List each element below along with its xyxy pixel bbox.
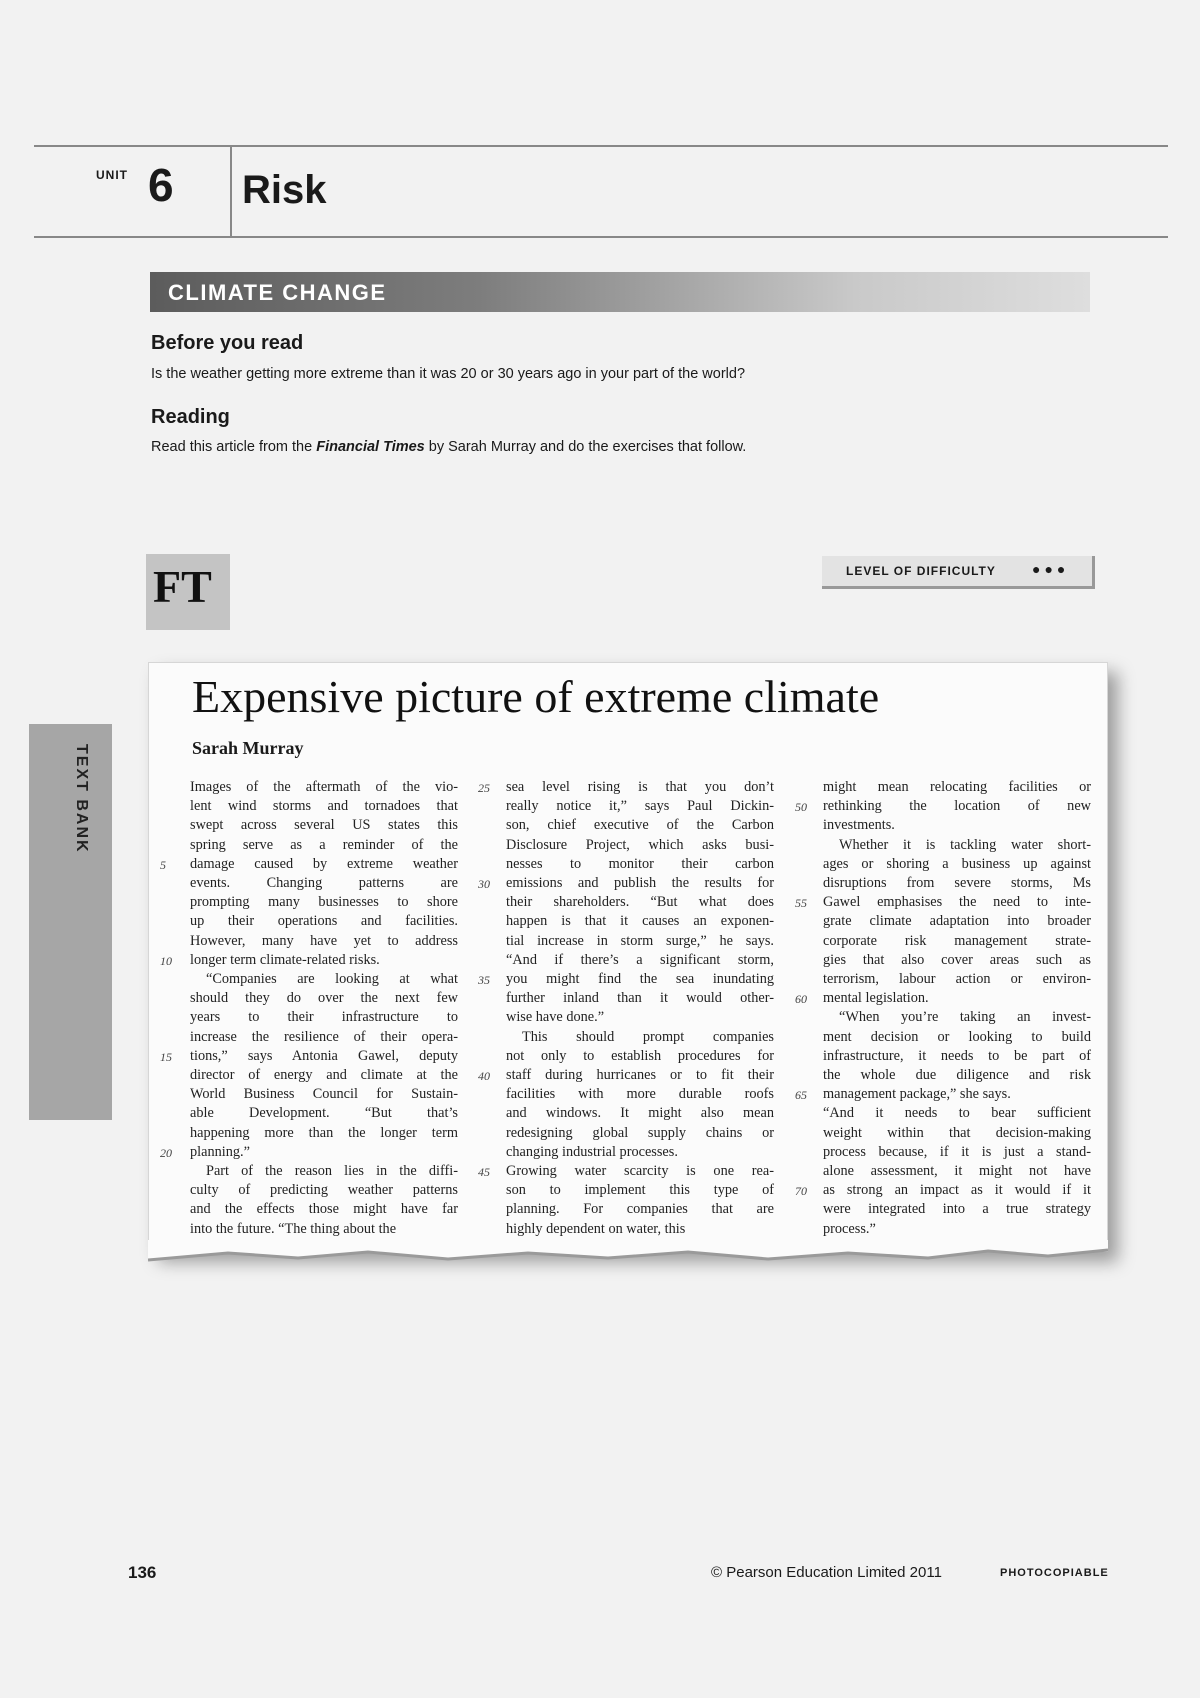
- copyright-notice: © Pearson Education Limited 2011: [711, 1564, 942, 1581]
- line-number: 10: [160, 953, 172, 968]
- article-line: the whole due diligence and risk: [823, 1067, 1091, 1084]
- article-line: their shareholders. “But what does: [506, 894, 774, 911]
- article-line: process because, if it is just a stand-: [823, 1143, 1091, 1160]
- article-line: tial increase in storm surge,” he says.: [506, 932, 774, 949]
- article-line: mental legislation.: [823, 990, 929, 1007]
- photocopiable-label: PHOTOCOPIABLE: [1000, 1567, 1109, 1579]
- header-divider: [230, 147, 232, 236]
- difficulty-label: LEVEL OF DIFFICULTY: [846, 564, 996, 578]
- article-line: rethinking the location of new: [823, 798, 1091, 815]
- article-line: and windows. It might also mean: [506, 1105, 774, 1122]
- article-line: as strong an impact as it would if it: [823, 1182, 1091, 1199]
- section-banner-title: CLIMATE CHANGE: [168, 280, 387, 305]
- article-line: happening more than the longer term: [190, 1124, 458, 1141]
- before-you-read-heading: Before you read: [151, 332, 304, 354]
- article-line: wise have done.”: [506, 1009, 605, 1026]
- article-line: lent wind storms and tornadoes that: [190, 798, 458, 815]
- article-line: Growing water scarcity is one rea-: [506, 1163, 774, 1180]
- article-line: son, chief executive of the Carbon: [506, 817, 774, 834]
- line-number: 35: [478, 973, 490, 987]
- article-line: staff during hurricanes or to fit their: [506, 1067, 774, 1084]
- line-number: 5: [160, 857, 166, 872]
- article-line: prompting many businesses to shore: [190, 894, 458, 911]
- article-line: spring serve as a reminder of the: [190, 836, 458, 853]
- article-headline: Expensive picture of extreme climate: [192, 671, 880, 722]
- difficulty-badge: [822, 556, 1095, 589]
- article-line: sea level rising is that you don’t: [506, 779, 774, 795]
- article-line: really notice it,” says Paul Dickin-: [506, 798, 774, 815]
- article-column-1: [190, 778, 458, 1239]
- before-you-read-text: Is the weather getting more extreme than it was 20 or 30 years ago in your part of the world?: [151, 366, 746, 382]
- line-number: 25: [478, 781, 490, 795]
- article-line: tions,” says Antonia Gawel, deputy: [190, 1047, 458, 1064]
- unit-label: UNIT: [96, 168, 128, 182]
- reading-instructions: [151, 439, 746, 455]
- ft-logo: FT: [153, 561, 212, 612]
- article-line: process.”: [823, 1220, 876, 1237]
- line-number: 55: [795, 896, 807, 911]
- reading-text-pre: Read this article from the: [151, 439, 317, 455]
- article-line: planning. For companies that are: [506, 1201, 774, 1218]
- line-number: 40: [478, 1069, 490, 1083]
- article-line: up their operations and facilities.: [190, 913, 458, 930]
- article-line: redesigning global supply chains or: [506, 1124, 774, 1141]
- article-line: longer term climate-related risks.: [190, 951, 380, 968]
- reading-heading: Reading: [151, 406, 230, 428]
- page-number: 136: [128, 1563, 157, 1582]
- line-number: 20: [160, 1145, 172, 1160]
- article-line: should they do over the next few: [190, 990, 458, 1007]
- article-line: emissions and publish the results for: [506, 875, 774, 892]
- article-line: events. Changing patterns are: [190, 875, 458, 892]
- article-line: ment decision or looking to build: [823, 1028, 1091, 1045]
- article-line: planning.”: [190, 1143, 250, 1160]
- article-line: able Development. “But that’s: [190, 1105, 458, 1122]
- article-line: gies that also cover areas such as: [823, 951, 1091, 968]
- article-line: might mean relocating facilities or: [823, 779, 1091, 795]
- article-line: Whether it is tackling water short-: [839, 836, 1091, 853]
- article-line: However, many have yet to address: [190, 932, 458, 949]
- article-line: “And if there’s a significant storm,: [506, 951, 774, 968]
- article-line: weight within that decision-making: [823, 1124, 1091, 1141]
- article-line: happen is that it causes an exponen-: [506, 913, 774, 930]
- article-line: director of energy and climate at the: [190, 1067, 458, 1084]
- section-banner: [150, 272, 1090, 312]
- article-line: grate climate adaptation into broader: [823, 913, 1091, 930]
- article-line: Disclosure Project, which asks busi-: [506, 836, 774, 853]
- header-rule-bottom: [34, 236, 1168, 238]
- article-line: corporate risk management strate-: [823, 932, 1091, 949]
- article-line: son to implement this type of: [506, 1182, 774, 1199]
- article-line: World Business Council for Sustain-: [190, 1086, 458, 1103]
- article-line: This should prompt companies: [522, 1028, 774, 1045]
- line-number: 50: [795, 800, 807, 815]
- article-line: disruptions from severe storms, Ms: [823, 875, 1091, 892]
- text-bank-tab: [29, 724, 112, 1120]
- article-line: alone assessment, it might not have: [823, 1163, 1091, 1180]
- article-line: Images of the aftermath of the vio-: [190, 779, 458, 795]
- article-column-2: [506, 778, 774, 1239]
- article-line: Gawel emphasises the need to inte-: [823, 894, 1091, 911]
- unit-title: Risk: [242, 168, 327, 212]
- article-line: swept across several US states this: [190, 817, 458, 834]
- article-line: Part of the reason lies in the diffi-: [206, 1163, 458, 1180]
- article-line: changing industrial processes.: [506, 1143, 678, 1160]
- article-column-3: [823, 778, 1091, 1239]
- article-line: highly dependent on water, this: [506, 1220, 686, 1237]
- article-line: “And it needs to bear sufficient: [823, 1105, 1091, 1122]
- article-byline: Sarah Murray: [192, 738, 304, 758]
- line-number: 60: [795, 992, 807, 1007]
- article-line: nesses to monitor their carbon: [506, 855, 774, 872]
- article-line: were integrated into a true strategy: [823, 1201, 1091, 1218]
- article-line: further inland than it would other-: [506, 990, 774, 1007]
- reading-text-post: by Sarah Murray and do the exercises that follow.: [424, 439, 747, 455]
- line-number: 45: [478, 1165, 490, 1179]
- article-line: and the effects those might have far: [190, 1201, 458, 1218]
- article-line: terrorism, labour action or environ-: [823, 971, 1091, 988]
- reading-text-source: Financial Times: [316, 439, 425, 455]
- article-line: culty of predicting weather patterns: [190, 1182, 458, 1199]
- article-line: “Companies are looking at what: [206, 971, 458, 988]
- article-line: “When you’re taking an invest-: [839, 1009, 1091, 1026]
- line-number: 65: [795, 1088, 807, 1103]
- line-number: 15: [160, 1049, 172, 1064]
- torn-edge: [148, 1240, 1108, 1266]
- article-line: years to their infrastructure to: [190, 1009, 458, 1026]
- article-line: management package,” she says.: [823, 1086, 1011, 1103]
- text-bank-label: TEXT BANK: [73, 744, 90, 854]
- header-rule-top: [34, 145, 1168, 147]
- article-line: infrastructure, it needs to be part of: [823, 1047, 1091, 1064]
- article-line: ages or shoring a business up against: [823, 855, 1091, 872]
- article-line: increase the resilience of their opera-: [190, 1028, 458, 1045]
- line-number: 70: [795, 1184, 807, 1199]
- line-number: 30: [478, 877, 490, 891]
- article-line: facilities with more durable roofs: [506, 1086, 774, 1103]
- article-line: not only to establish procedures for: [506, 1047, 774, 1064]
- difficulty-dots-icon: ●●●: [1032, 561, 1070, 577]
- article-line: damage caused by extreme weather: [190, 855, 458, 872]
- article-line: you might find the sea inundating: [506, 971, 774, 988]
- article-line: into the future. “The thing about the: [190, 1220, 397, 1237]
- article-line: investments.: [823, 817, 895, 834]
- unit-number: 6: [148, 159, 174, 211]
